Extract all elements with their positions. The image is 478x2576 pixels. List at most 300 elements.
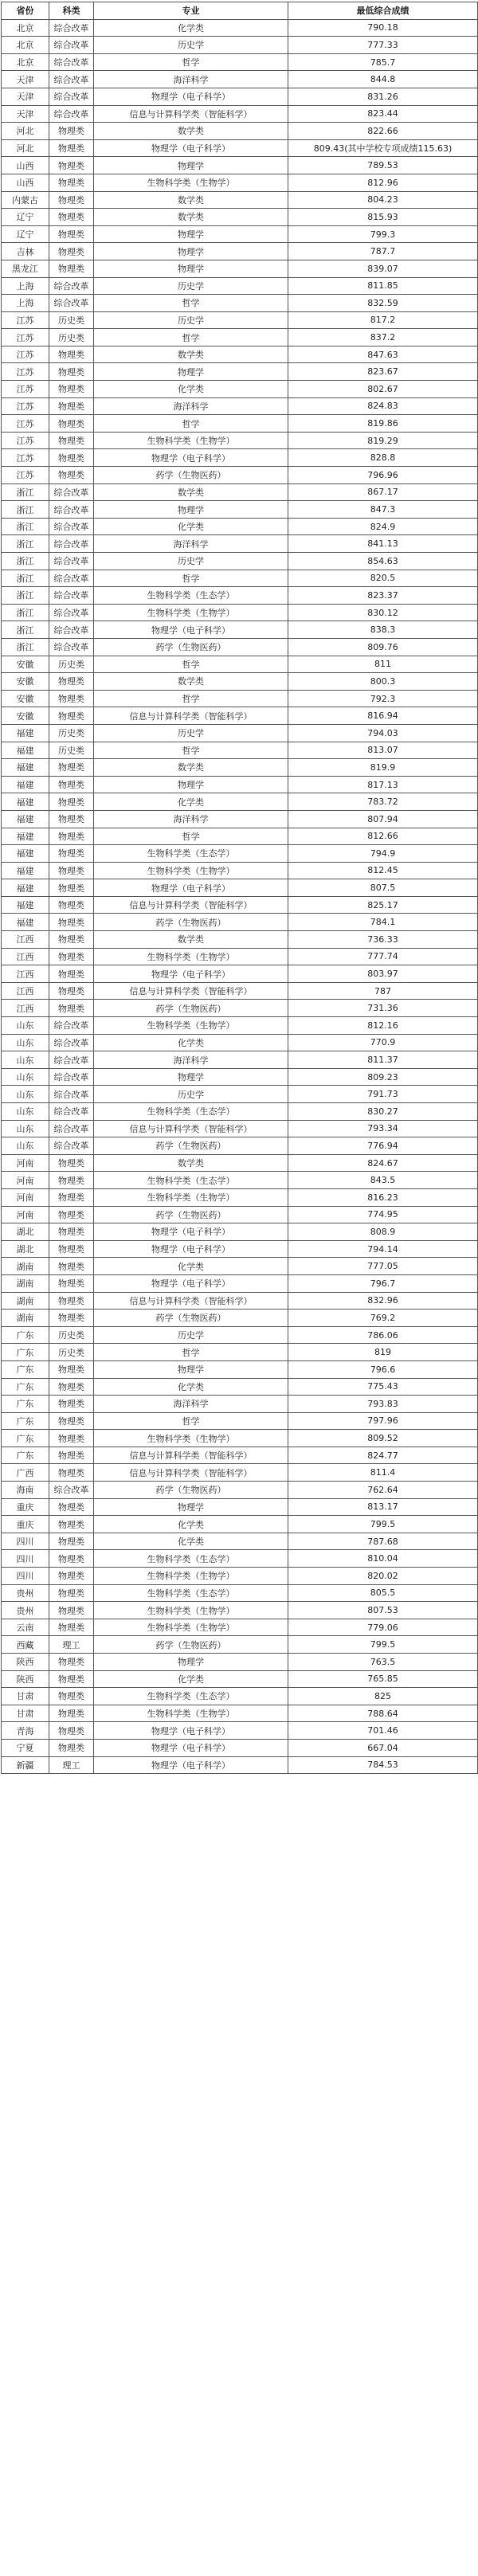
header-category: 科类 xyxy=(49,2,94,20)
cell-province: 广东 xyxy=(2,1344,49,1361)
cell-category: 物理类 xyxy=(49,1619,94,1636)
cell-min-score: 847.3 xyxy=(288,501,478,519)
cell-province: 江西 xyxy=(2,948,49,965)
cell-major: 物理学（电子科学） xyxy=(94,879,288,897)
cell-major: 信息与计算科学类（智能科学） xyxy=(94,896,288,914)
cell-province: 广西 xyxy=(2,1464,49,1482)
table-row xyxy=(2,1498,478,1516)
cell-category: 物理类 xyxy=(49,673,94,691)
cell-major: 药学（生物医药） xyxy=(94,1636,288,1654)
cell-category: 综合改革 xyxy=(49,604,94,621)
cell-province: 广东 xyxy=(2,1378,49,1396)
cell-category: 综合改革 xyxy=(49,483,94,501)
cell-province: 福建 xyxy=(2,828,49,845)
table-row xyxy=(2,1516,478,1533)
table-body xyxy=(2,19,478,1774)
cell-category: 物理类 xyxy=(49,1310,94,1327)
cell-province: 广东 xyxy=(2,1326,49,1344)
cell-category: 物理类 xyxy=(49,965,94,983)
table-row xyxy=(2,1412,478,1430)
cell-min-score: 809.76 xyxy=(288,638,478,656)
table-row xyxy=(2,845,478,863)
cell-category: 综合改革 xyxy=(49,88,94,105)
cell-category: 物理类 xyxy=(49,1240,94,1258)
cell-min-score: 812.45 xyxy=(288,862,478,879)
cell-major: 信息与计算科学类（智能科学） xyxy=(94,1120,288,1137)
table-row xyxy=(2,1360,478,1378)
table-row xyxy=(2,759,478,777)
cell-major: 物理学 xyxy=(94,1360,288,1378)
cell-category: 物理类 xyxy=(49,982,94,1000)
table-row xyxy=(2,449,478,467)
cell-major: 哲学 xyxy=(94,329,288,346)
cell-major: 化学类 xyxy=(94,1670,288,1688)
cell-category: 综合改革 xyxy=(49,501,94,519)
table-row xyxy=(2,1120,478,1137)
cell-min-score: 811.85 xyxy=(288,277,478,295)
cell-category: 物理类 xyxy=(49,1000,94,1017)
table-row xyxy=(2,329,478,346)
cell-major: 哲学 xyxy=(94,828,288,845)
cell-category: 综合改革 xyxy=(49,1034,94,1051)
cell-major: 物理学（电子科学） xyxy=(94,1223,288,1241)
cell-min-score: 787.68 xyxy=(288,1533,478,1550)
cell-major: 物理学 xyxy=(94,776,288,793)
cell-min-score: 812.16 xyxy=(288,1017,478,1035)
cell-major: 哲学 xyxy=(94,295,288,312)
cell-min-score: 797.96 xyxy=(288,1412,478,1430)
cell-category: 历史类 xyxy=(49,311,94,329)
cell-major: 海洋科学 xyxy=(94,1396,288,1413)
cell-category: 物理类 xyxy=(49,157,94,174)
cell-province: 山东 xyxy=(2,1103,49,1121)
cell-major: 物理学（电子科学） xyxy=(94,1756,288,1774)
cell-category: 物理类 xyxy=(49,707,94,725)
cell-category: 综合改革 xyxy=(49,1120,94,1137)
cell-major: 药学（生物医药） xyxy=(94,638,288,656)
cell-province: 甘肃 xyxy=(2,1705,49,1722)
cell-province: 江苏 xyxy=(2,397,49,415)
cell-min-score: 841.13 xyxy=(288,535,478,553)
cell-province: 福建 xyxy=(2,845,49,863)
table-row xyxy=(2,174,478,191)
cell-major: 物理学（电子科学） xyxy=(94,88,288,105)
cell-major: 哲学 xyxy=(94,1344,288,1361)
cell-province: 广东 xyxy=(2,1360,49,1378)
table-row xyxy=(2,1000,478,1017)
cell-category: 物理类 xyxy=(49,1292,94,1310)
table-row xyxy=(2,828,478,845)
cell-min-score: 783.72 xyxy=(288,793,478,811)
table-row xyxy=(2,139,478,157)
cell-major: 生物科学类（生物学） xyxy=(94,1619,288,1636)
cell-province: 湖南 xyxy=(2,1310,49,1327)
cell-category: 物理类 xyxy=(49,931,94,949)
cell-province: 江苏 xyxy=(2,449,49,467)
cell-major: 生物科学类（生态学） xyxy=(94,1688,288,1705)
cell-min-score: 775.43 xyxy=(288,1378,478,1396)
cell-major: 海洋科学 xyxy=(94,535,288,553)
cell-major: 化学类 xyxy=(94,1258,288,1275)
cell-min-score: 770.9 xyxy=(288,1034,478,1051)
cell-min-score: 816.94 xyxy=(288,707,478,725)
cell-major: 药学（生物医药） xyxy=(94,1000,288,1017)
cell-province: 湖南 xyxy=(2,1258,49,1275)
table-row xyxy=(2,1533,478,1550)
cell-category: 物理类 xyxy=(49,1739,94,1756)
cell-category: 物理类 xyxy=(49,1412,94,1430)
cell-min-score: 794.9 xyxy=(288,845,478,863)
cell-major: 化学类 xyxy=(94,1516,288,1533)
cell-province: 湖北 xyxy=(2,1223,49,1241)
cell-major: 哲学 xyxy=(94,690,288,707)
cell-major: 化学类 xyxy=(94,1034,288,1051)
cell-category: 物理类 xyxy=(49,896,94,914)
cell-min-score: 812.66 xyxy=(288,828,478,845)
cell-category: 历史类 xyxy=(49,329,94,346)
cell-major: 海洋科学 xyxy=(94,810,288,828)
cell-category: 物理类 xyxy=(49,690,94,707)
cell-province: 河北 xyxy=(2,123,49,140)
cell-province: 江西 xyxy=(2,1000,49,1017)
cell-major: 物理学 xyxy=(94,1654,288,1671)
cell-province: 浙江 xyxy=(2,587,49,605)
table-row xyxy=(2,690,478,707)
cell-major: 历史学 xyxy=(94,1326,288,1344)
table-row xyxy=(2,1310,478,1327)
cell-category: 物理类 xyxy=(49,759,94,777)
cell-min-score: 813.07 xyxy=(288,742,478,759)
cell-category: 物理类 xyxy=(49,1584,94,1602)
cell-province: 浙江 xyxy=(2,518,49,535)
cell-category: 物理类 xyxy=(49,139,94,157)
cell-min-score: 831.26 xyxy=(288,88,478,105)
cell-province: 江苏 xyxy=(2,363,49,381)
cell-province: 山东 xyxy=(2,1051,49,1069)
cell-category: 物理类 xyxy=(49,1568,94,1585)
cell-category: 综合改革 xyxy=(49,53,94,71)
cell-min-score: 844.8 xyxy=(288,71,478,88)
table-row xyxy=(2,1103,478,1121)
cell-category: 物理类 xyxy=(49,415,94,433)
cell-province: 上海 xyxy=(2,295,49,312)
table-row xyxy=(2,1568,478,1585)
cell-category: 物理类 xyxy=(49,1378,94,1396)
table-row xyxy=(2,1206,478,1223)
cell-province: 浙江 xyxy=(2,553,49,570)
table-row xyxy=(2,123,478,140)
table-row xyxy=(2,1670,478,1688)
cell-major: 历史学 xyxy=(94,553,288,570)
cell-province: 山西 xyxy=(2,157,49,174)
cell-major: 生物科学类（生物学） xyxy=(94,432,288,449)
cell-major: 化学类 xyxy=(94,793,288,811)
cell-province: 河南 xyxy=(2,1188,49,1206)
cell-min-score: 819.86 xyxy=(288,415,478,433)
cell-major: 生物科学类（生态学） xyxy=(94,1103,288,1121)
cell-major: 药学（生物医药） xyxy=(94,914,288,931)
cell-min-score: 790.18 xyxy=(288,19,478,37)
cell-min-score: 809.43(其中学校专项成绩115.63) xyxy=(288,139,478,157)
cell-category: 综合改革 xyxy=(49,1051,94,1069)
table-row xyxy=(2,604,478,621)
cell-min-score: 819 xyxy=(288,1344,478,1361)
cell-category: 历史类 xyxy=(49,1344,94,1361)
cell-major: 物理学（电子科学） xyxy=(94,139,288,157)
cell-province: 湖南 xyxy=(2,1292,49,1310)
cell-major: 生物科学类（生物学） xyxy=(94,1188,288,1206)
cell-province: 甘肃 xyxy=(2,1688,49,1705)
table-row xyxy=(2,37,478,54)
cell-min-score: 828.8 xyxy=(288,449,478,467)
cell-min-score: 823.37 xyxy=(288,587,478,605)
cell-province: 广东 xyxy=(2,1396,49,1413)
cell-province: 江苏 xyxy=(2,467,49,484)
table-row xyxy=(2,363,478,381)
table-row xyxy=(2,1188,478,1206)
table-row xyxy=(2,346,478,363)
cell-category: 物理类 xyxy=(49,1705,94,1722)
table-row xyxy=(2,88,478,105)
cell-category: 综合改革 xyxy=(49,105,94,123)
cell-major: 物理学 xyxy=(94,260,288,277)
cell-min-score: 765.85 xyxy=(288,1670,478,1688)
table-row xyxy=(2,1258,478,1275)
cell-major: 药学（生物医药） xyxy=(94,1206,288,1223)
table-row xyxy=(2,277,478,295)
cell-min-score: 824.83 xyxy=(288,397,478,415)
cell-province: 山东 xyxy=(2,1034,49,1051)
cell-province: 河南 xyxy=(2,1154,49,1172)
cell-province: 辽宁 xyxy=(2,225,49,243)
cell-min-score: 793.83 xyxy=(288,1396,478,1413)
cell-province: 新疆 xyxy=(2,1756,49,1774)
cell-province: 福建 xyxy=(2,862,49,879)
table-row xyxy=(2,1240,478,1258)
header-min-score: 最低综合成绩 xyxy=(288,2,478,20)
cell-province: 河南 xyxy=(2,1206,49,1223)
cell-major: 哲学 xyxy=(94,742,288,759)
table-row xyxy=(2,1051,478,1069)
table-row xyxy=(2,1017,478,1035)
table-row xyxy=(2,742,478,759)
cell-min-score: 805.5 xyxy=(288,1584,478,1602)
cell-category: 物理类 xyxy=(49,1498,94,1516)
cell-category: 物理类 xyxy=(49,1396,94,1413)
cell-min-score: 794.03 xyxy=(288,724,478,742)
table-row xyxy=(2,1326,478,1344)
cell-min-score: 823.67 xyxy=(288,363,478,381)
table-row xyxy=(2,1550,478,1568)
cell-category: 物理类 xyxy=(49,1223,94,1241)
cell-major: 物理学 xyxy=(94,225,288,243)
table-row xyxy=(2,105,478,123)
cell-min-score: 809.23 xyxy=(288,1068,478,1086)
cell-min-score: 819.29 xyxy=(288,432,478,449)
cell-min-score: 817.13 xyxy=(288,776,478,793)
cell-category: 物理类 xyxy=(49,363,94,381)
cell-province: 浙江 xyxy=(2,621,49,639)
table-row xyxy=(2,225,478,243)
cell-province: 北京 xyxy=(2,53,49,71)
table-row xyxy=(2,982,478,1000)
cell-min-score: 796.7 xyxy=(288,1274,478,1292)
cell-min-score: 701.46 xyxy=(288,1722,478,1740)
table-row xyxy=(2,53,478,71)
cell-category: 历史类 xyxy=(49,742,94,759)
table-row xyxy=(2,621,478,639)
cell-category: 综合改革 xyxy=(49,1086,94,1103)
cell-province: 陕西 xyxy=(2,1654,49,1671)
table-row xyxy=(2,1705,478,1722)
cell-category: 物理类 xyxy=(49,397,94,415)
table-row xyxy=(2,1584,478,1602)
cell-category: 物理类 xyxy=(49,225,94,243)
cell-province: 云南 xyxy=(2,1619,49,1636)
cell-category: 物理类 xyxy=(49,1172,94,1189)
cell-category: 物理类 xyxy=(49,1154,94,1172)
cell-province: 河南 xyxy=(2,1172,49,1189)
cell-major: 药学（生物医药） xyxy=(94,1137,288,1155)
cell-province: 江西 xyxy=(2,982,49,1000)
cell-category: 综合改革 xyxy=(49,518,94,535)
cell-min-score: 777.05 xyxy=(288,1258,478,1275)
cell-category: 物理类 xyxy=(49,191,94,209)
cell-min-score: 799.3 xyxy=(288,225,478,243)
cell-major: 信息与计算科学类（智能科学） xyxy=(94,707,288,725)
table-row xyxy=(2,1756,478,1774)
cell-min-score: 804.23 xyxy=(288,191,478,209)
cell-min-score: 789.53 xyxy=(288,157,478,174)
cell-category: 物理类 xyxy=(49,1447,94,1464)
cell-category: 物理类 xyxy=(49,1206,94,1223)
table-row xyxy=(2,381,478,398)
cell-category: 综合改革 xyxy=(49,1103,94,1121)
cell-category: 物理类 xyxy=(49,828,94,845)
table-row xyxy=(2,1378,478,1396)
cell-major: 数学类 xyxy=(94,123,288,140)
table-row xyxy=(2,1482,478,1499)
table-row xyxy=(2,656,478,673)
cell-category: 物理类 xyxy=(49,123,94,140)
cell-min-score: 810.04 xyxy=(288,1550,478,1568)
table-row xyxy=(2,793,478,811)
cell-major: 数学类 xyxy=(94,483,288,501)
cell-category: 物理类 xyxy=(49,1670,94,1688)
table-row xyxy=(2,71,478,88)
cell-major: 生物科学类（生物学） xyxy=(94,1568,288,1585)
cell-category: 综合改革 xyxy=(49,295,94,312)
cell-min-score: 854.63 xyxy=(288,553,478,570)
table-row xyxy=(2,1292,478,1310)
cell-major: 生物科学类（生态学） xyxy=(94,845,288,863)
cell-major: 信息与计算科学类（智能科学） xyxy=(94,105,288,123)
table-row xyxy=(2,914,478,931)
cell-province: 江苏 xyxy=(2,415,49,433)
cell-province: 安徽 xyxy=(2,673,49,691)
table-row xyxy=(2,467,478,484)
cell-province: 广东 xyxy=(2,1430,49,1447)
table-row xyxy=(2,209,478,226)
cell-category: 物理类 xyxy=(49,1430,94,1447)
table-row xyxy=(2,191,478,209)
cell-major: 数学类 xyxy=(94,191,288,209)
cell-min-score: 786.06 xyxy=(288,1326,478,1344)
cell-min-score: 794.14 xyxy=(288,1240,478,1258)
cell-min-score: 762.64 xyxy=(288,1482,478,1499)
table-row xyxy=(2,1223,478,1241)
table-row xyxy=(2,432,478,449)
cell-min-score: 788.64 xyxy=(288,1705,478,1722)
cell-major: 哲学 xyxy=(94,415,288,433)
header-major: 专业 xyxy=(94,2,288,20)
header-province: 省份 xyxy=(2,2,49,20)
cell-category: 物理类 xyxy=(49,914,94,931)
cell-min-score: 785.7 xyxy=(288,53,478,71)
table-row xyxy=(2,19,478,37)
table-row xyxy=(2,638,478,656)
cell-province: 浙江 xyxy=(2,604,49,621)
cell-major: 历史学 xyxy=(94,37,288,54)
cell-province: 内蒙古 xyxy=(2,191,49,209)
cell-major: 物理学（电子科学） xyxy=(94,1240,288,1258)
cell-province: 北京 xyxy=(2,37,49,54)
table-row xyxy=(2,311,478,329)
cell-min-score: 799.5 xyxy=(288,1516,478,1533)
cell-province: 上海 xyxy=(2,277,49,295)
cell-major: 生物科学类（生态学） xyxy=(94,587,288,605)
cell-major: 物理学 xyxy=(94,157,288,174)
cell-province: 福建 xyxy=(2,776,49,793)
score-table xyxy=(1,2,478,1774)
cell-province: 福建 xyxy=(2,879,49,897)
cell-province: 北京 xyxy=(2,19,49,37)
cell-min-score: 817.2 xyxy=(288,311,478,329)
cell-province: 贵州 xyxy=(2,1602,49,1619)
cell-province: 四川 xyxy=(2,1568,49,1585)
cell-province: 辽宁 xyxy=(2,209,49,226)
cell-category: 物理类 xyxy=(49,1464,94,1482)
cell-min-score: 811 xyxy=(288,656,478,673)
cell-category: 物理类 xyxy=(49,1274,94,1292)
cell-category: 综合改革 xyxy=(49,71,94,88)
cell-min-score: 816.23 xyxy=(288,1188,478,1206)
cell-category: 物理类 xyxy=(49,845,94,863)
cell-province: 福建 xyxy=(2,810,49,828)
cell-major: 历史学 xyxy=(94,277,288,295)
cell-min-score: 777.33 xyxy=(288,37,478,54)
cell-category: 物理类 xyxy=(49,1188,94,1206)
cell-min-score: 830.27 xyxy=(288,1103,478,1121)
cell-major: 物理学（电子科学） xyxy=(94,1739,288,1756)
cell-category: 综合改革 xyxy=(49,570,94,587)
cell-major: 生物科学类（生物学） xyxy=(94,862,288,879)
cell-province: 河北 xyxy=(2,139,49,157)
cell-major: 哲学 xyxy=(94,53,288,71)
cell-province: 浙江 xyxy=(2,638,49,656)
cell-major: 信息与计算科学类（智能科学） xyxy=(94,1292,288,1310)
cell-category: 物理类 xyxy=(49,467,94,484)
cell-min-score: 824.67 xyxy=(288,1154,478,1172)
cell-category: 物理类 xyxy=(49,1258,94,1275)
cell-major: 药学（生物医药） xyxy=(94,467,288,484)
cell-province: 四川 xyxy=(2,1533,49,1550)
cell-province: 浙江 xyxy=(2,570,49,587)
cell-major: 生物科学类（生态学） xyxy=(94,1584,288,1602)
table-header xyxy=(2,2,478,20)
cell-province: 福建 xyxy=(2,793,49,811)
cell-category: 综合改革 xyxy=(49,37,94,54)
